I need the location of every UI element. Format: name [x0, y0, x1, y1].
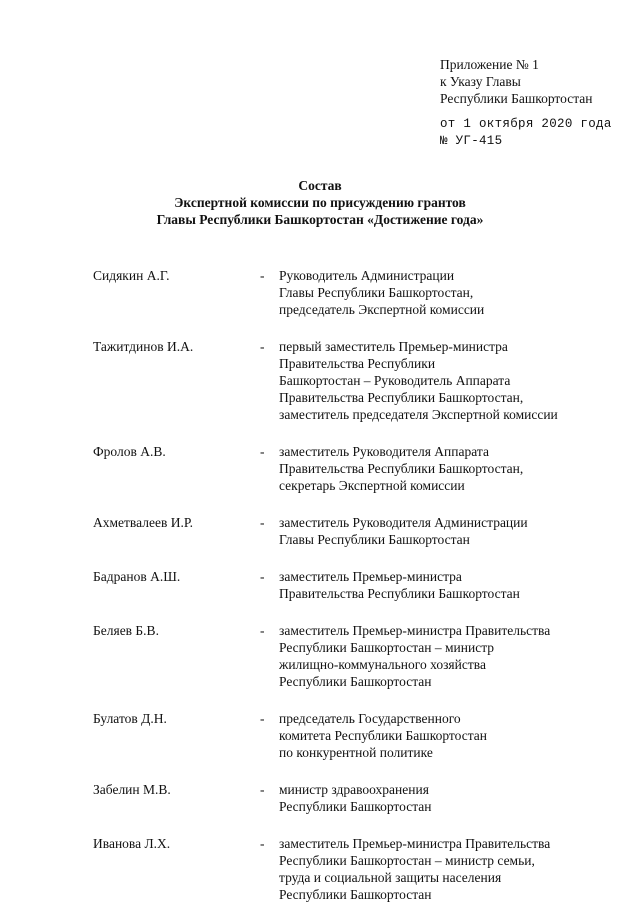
member-role — [279, 267, 619, 318]
member-name: Фролов А.В. — [93, 444, 166, 459]
title-line: Состав — [298, 178, 342, 193]
appendix-header-line: Приложение № 1 — [440, 57, 539, 72]
title-line: Экспертной комиссии по присуждению грантов — [174, 195, 466, 210]
member-role-line: Башкортостан – Руководитель Аппарата — [279, 373, 511, 388]
member-name: Забелин М.В. — [93, 782, 171, 797]
member-name: Беляев Б.В. — [93, 623, 159, 638]
member-name: Сидякин А.Г. — [93, 268, 170, 283]
member-role — [279, 622, 619, 690]
member-name: Булатов Д.Н. — [93, 711, 167, 726]
member-role-line: Республики Башкортостан – министр — [279, 640, 495, 655]
appendix-header — [440, 56, 635, 150]
member-name: Тажитдинов И.А. — [93, 339, 194, 354]
member-name: Бадранов А.Ш. — [93, 569, 181, 584]
commission-members-list — [0, 267, 640, 923]
member-role — [279, 338, 619, 423]
member-role-line: заместитель Премьер-министра Правительства — [279, 836, 551, 851]
member-name: Ахметвалеев И.Р. — [93, 515, 194, 530]
member-row — [0, 622, 640, 690]
member-role-line: заместитель Руководителя Аппарата — [279, 444, 489, 459]
member-role-line: Республики Башкортостан — [279, 799, 432, 814]
member-role — [279, 781, 619, 815]
member-role-line: заместитель Премьер-министра — [279, 569, 462, 584]
member-row — [0, 338, 640, 423]
member-dash: - — [260, 268, 265, 283]
member-role-line: по конкурентной политике — [279, 745, 433, 760]
member-role — [279, 443, 619, 494]
appendix-header-line: Республики Башкортостан — [440, 91, 593, 106]
member-role-line: Республики Башкортостан — [279, 887, 432, 902]
decree-date-stamp: от 1 октября 2020 года — [440, 117, 612, 131]
title-line: Главы Республики Башкортостан «Достижение года» — [156, 212, 484, 227]
member-role-line: Главы Республики Башкортостан, — [279, 285, 474, 300]
member-role-line: Правительства Республики Башкортостан, — [279, 390, 524, 405]
member-role — [279, 514, 619, 548]
member-role-line: Республики Башкортостан – министр семьи, — [279, 853, 535, 868]
member-role-line: жилищно-коммунального хозяйства — [279, 657, 486, 672]
member-role-line: министр здравоохранения — [279, 782, 429, 797]
member-dash: - — [260, 623, 265, 638]
member-row — [0, 568, 640, 602]
member-dash: - — [260, 782, 265, 797]
member-role-line: Главы Республики Башкортостан — [279, 532, 470, 547]
member-dash: - — [260, 569, 265, 584]
member-dash: - — [260, 711, 265, 726]
member-role — [279, 710, 619, 761]
member-role-line: заместитель Премьер-министра Правительства — [279, 623, 551, 638]
member-role-line: заместитель Руководителя Администрации — [279, 515, 528, 530]
member-row — [0, 835, 640, 903]
member-role-line: Правительства Республики Башкортостан — [279, 586, 520, 601]
member-role-line: секретарь Экспертной комиссии — [279, 478, 465, 493]
member-name: Иванова Л.Х. — [93, 836, 171, 851]
member-dash: - — [260, 339, 265, 354]
member-role-line: труда и социальной защиты населения — [279, 870, 502, 885]
member-role-line: председатель Экспертной комиссии — [279, 302, 485, 317]
member-role — [279, 568, 619, 602]
member-row — [0, 710, 640, 761]
member-role-line: комитета Республики Башкортостан — [279, 728, 487, 743]
member-role-line: Республики Башкортостан — [279, 674, 432, 689]
member-role-line: Правительства Республики — [279, 356, 436, 371]
decree-number-stamp: № УГ-415 — [440, 134, 503, 148]
member-role-line: Руководитель Администрации — [279, 268, 455, 283]
member-dash: - — [260, 836, 265, 851]
document-title — [0, 177, 640, 228]
member-row — [0, 781, 640, 815]
member-dash: - — [260, 444, 265, 459]
member-role-line: первый заместитель Премьер-министра — [279, 339, 508, 354]
member-row — [0, 514, 640, 548]
member-role-line: председатель Государственного — [279, 711, 461, 726]
member-role-line: заместитель председателя Экспертной комиссии — [279, 407, 558, 422]
member-role — [279, 835, 619, 903]
member-role-line: Правительства Республики Башкортостан, — [279, 461, 524, 476]
member-row — [0, 267, 640, 318]
member-dash: - — [260, 515, 265, 530]
member-row — [0, 443, 640, 494]
appendix-header-line: к Указу Главы — [440, 74, 521, 89]
